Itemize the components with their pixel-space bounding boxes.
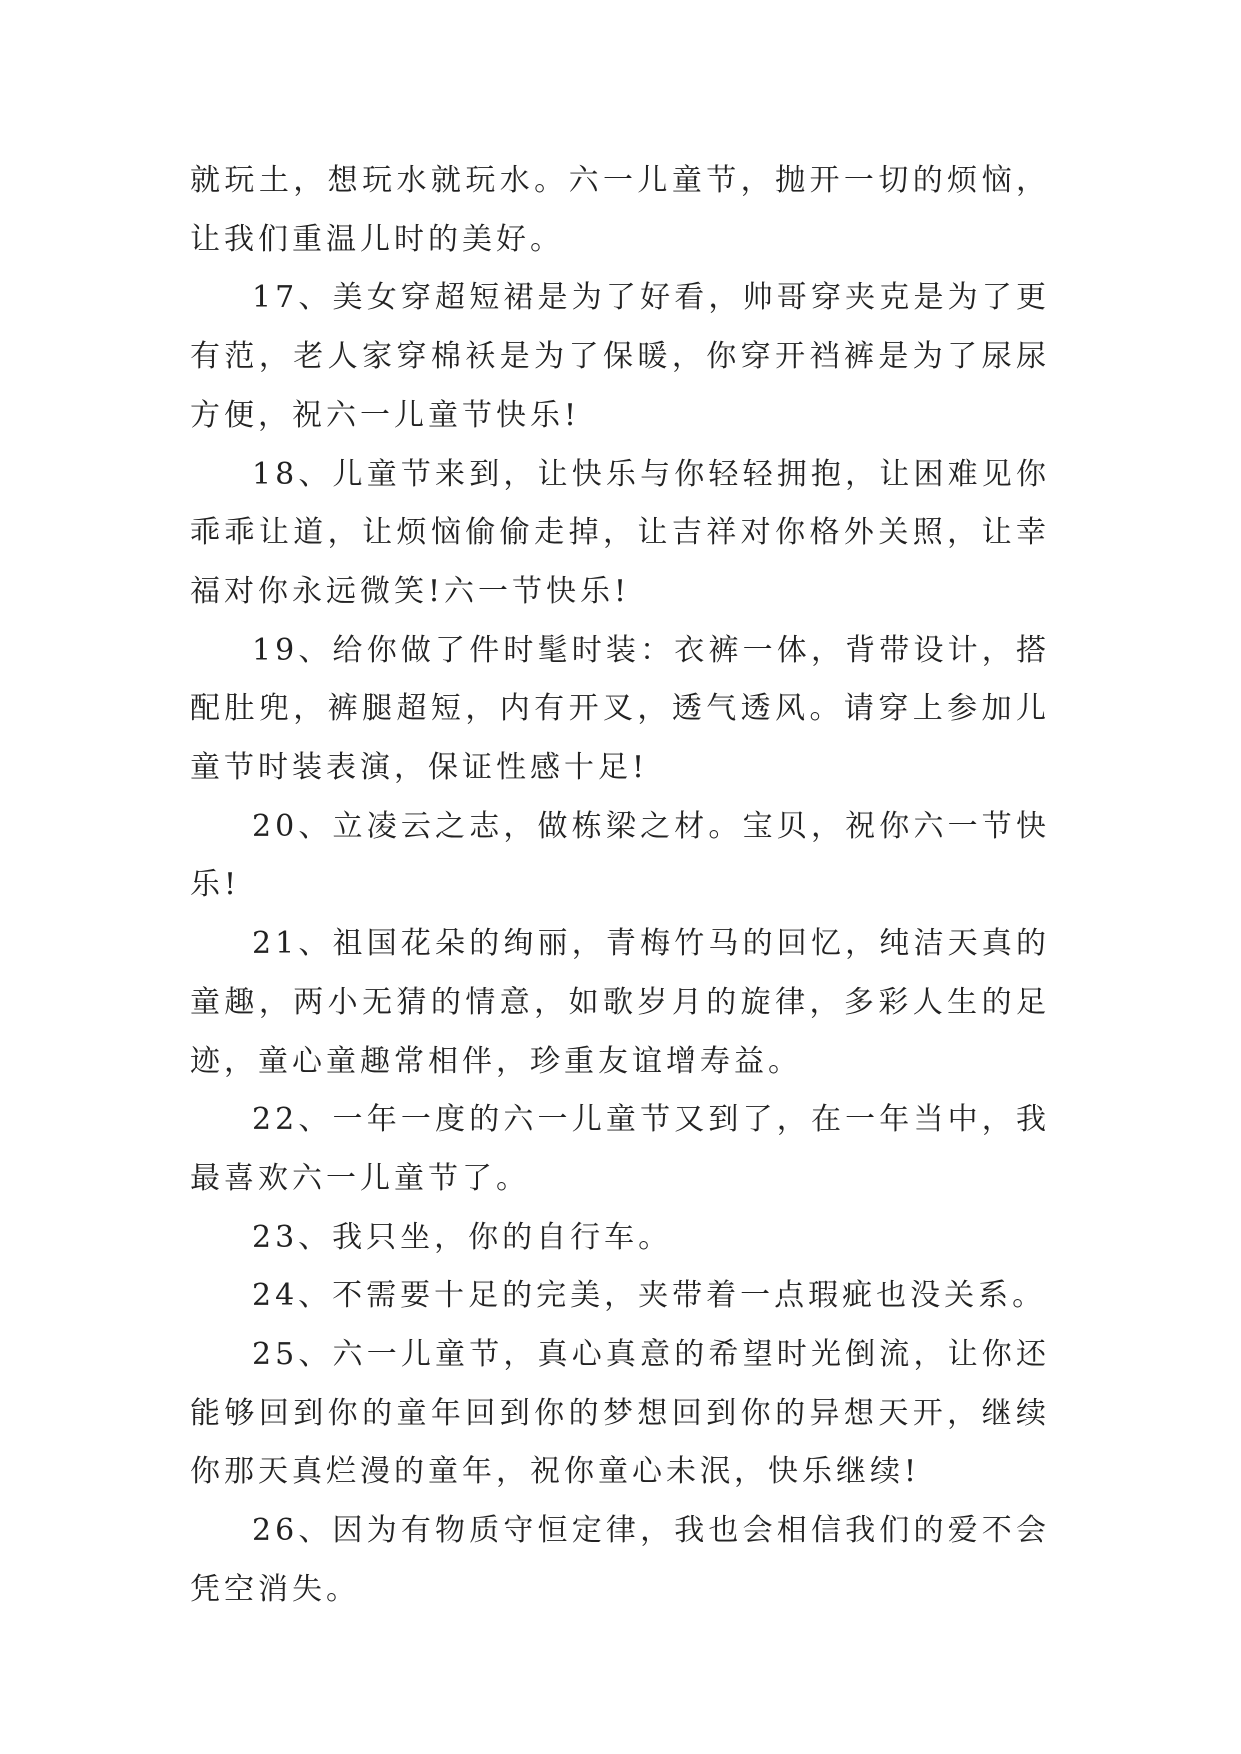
paragraph-continuation: 就玩土，想玩水就玩水。六一儿童节，抛开一切的烦恼，让我们重温儿时的美好。 bbox=[190, 163, 1050, 257]
paragraph-item-17: 17、美女穿超短裙是为了好看，帅哥穿夹克是为了更有范，老人家穿棉袄是为了保暖，你穿开裆裤是为了尿尿方便，祝六一儿童节快乐! bbox=[190, 280, 1050, 433]
paragraph-item-22: 22、一年一度的六一儿童节又到了，在一年当中，我最喜欢六一儿童节了。 bbox=[190, 1102, 1050, 1196]
paragraph-item-20: 20、立凌云之志，做栋梁之材。宝贝，祝你六一节快乐! bbox=[190, 808, 1050, 903]
paragraph-item-19: 19、给你做了件时髦时装：衣裤一体，背带设计，搭配肚兜，裤腿超短，内有开叉，透气透风。请穿上参加儿童节时装表演，保证性感十足! bbox=[190, 632, 1050, 786]
paragraph-item-26: 26、因为有物质守恒定律，我也会相信我们的爱不会凭空消失。 bbox=[190, 1513, 1050, 1607]
paragraph-item-25: 25、六一儿童节，真心真意的希望时光倒流，让你还能够回到你的童年回到你的梦想回到你的异想天开，继续你那天真烂漫的童年，祝你童心未泯，快乐继续! bbox=[190, 1337, 1050, 1490]
paragraph-item-21: 21、祖国花朵的绚丽，青梅竹马的回忆，纯洁天真的童趣，两小无猜的情意，如歌岁月的旋律，多彩人生的足迹，童心童趣常相伴，珍重友谊增寿益。 bbox=[190, 926, 1050, 1079]
document-body bbox=[190, 152, 1050, 1620]
paragraph-item-18: 18、儿童节来到，让快乐与你轻轻拥抱，让困难见你乖乖让道，让烦恼偷偷走掉，让吉祥对你格外关照，让幸福对你永远微笑!六一节快乐! bbox=[190, 456, 1050, 609]
paragraph-item-23: 23、我只坐，你的自行车。 bbox=[252, 1219, 673, 1255]
paragraph-item-24: 24、不需要十足的完美，夹带着一点瑕疵也没关系。 bbox=[252, 1278, 1047, 1314]
